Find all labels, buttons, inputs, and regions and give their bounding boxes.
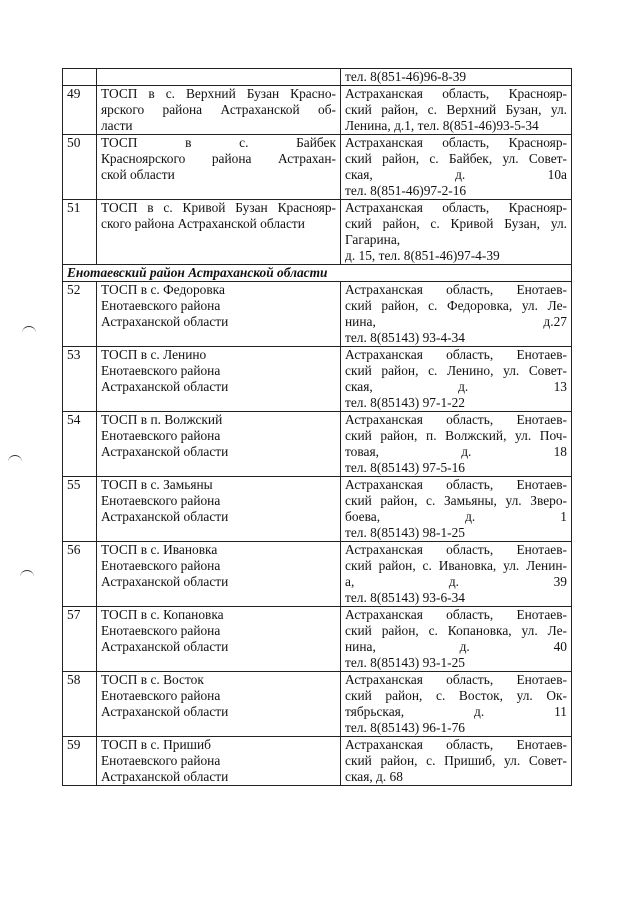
address-line: боева, д. 1: [345, 509, 567, 524]
office-name-line: ласти: [101, 118, 133, 133]
address-line: нина, д. 40: [345, 639, 567, 654]
margin-mark-1: [22, 326, 36, 333]
office-name-line: ТОСП в с. Байбек: [101, 135, 336, 150]
row-number: 49: [63, 86, 97, 135]
address-line: тел. 8(85143) 98-1-25: [345, 525, 466, 540]
office-address: [341, 200, 572, 265]
table-row: [63, 542, 572, 607]
office-address: [341, 412, 572, 477]
address-line: товая, д. 18: [345, 444, 567, 459]
office-name-line: Астраханской области: [101, 379, 229, 394]
address-line: а, д. 39: [345, 574, 567, 589]
office-name-line: Астраханской области: [101, 509, 229, 524]
address-line: ский район, с. Восток, ул. Ок-: [345, 688, 567, 703]
office-name-line: ТОСП в с. Кривой Бузан Краснояр-: [101, 200, 336, 215]
office-address: [341, 347, 572, 412]
address-line: ская, д. 10а: [345, 167, 567, 182]
address-line: тел. 8(85143) 93-4-34: [345, 330, 466, 345]
office-address: [341, 542, 572, 607]
district-row: [63, 265, 572, 282]
address-line: ская, д. 68: [345, 769, 403, 784]
row-number: 51: [63, 200, 97, 265]
address-line: д. 15, тел. 8(851-46)97-4-39: [345, 248, 500, 263]
row-number: 53: [63, 347, 97, 412]
office-name: [97, 412, 341, 477]
address-line: ский район, с. Кривой Бузан, ул.: [345, 216, 567, 231]
address-line: ский район, с. Байбек, ул. Совет-: [345, 151, 567, 166]
office-name-line: ТОСП в с. Ивановка: [101, 542, 218, 557]
office-address: [341, 69, 572, 86]
office-name-line: ТОСП в с. Восток: [101, 672, 204, 687]
address-line: Астраханская область, Краснояр-: [345, 86, 567, 101]
address-line: ский район, с. Федоровка, ул. Ле-: [345, 298, 567, 313]
office-name-line: Енотаевского района: [101, 493, 221, 508]
office-name-line: Енотаевского района: [101, 428, 221, 443]
office-address: [341, 282, 572, 347]
address-line: тел. 8(85143) 93-1-25: [345, 655, 466, 670]
registry-rows-bottom: [63, 282, 572, 786]
table-row: [63, 135, 572, 200]
address-line: ская, д. 13: [345, 379, 567, 394]
address-line: Ленина, д.1, тел. 8(851-46)93-5-34: [345, 118, 539, 133]
table-row: [63, 672, 572, 737]
table-row: [63, 282, 572, 347]
address-line: Астраханская область, Енотаев-: [345, 607, 567, 622]
office-address: [341, 607, 572, 672]
office-name-line: ТОСП в с. Замьяны: [101, 477, 213, 492]
address-line: тел. 8(85143) 97-1-22: [345, 395, 466, 410]
office-name-line: Енотаевского района: [101, 298, 221, 313]
address-line: Астраханская область, Енотаев-: [345, 542, 567, 557]
table-row: [63, 347, 572, 412]
table-row: [63, 737, 572, 786]
row-number: [63, 69, 97, 86]
address-line: Астраханская область, Краснояр-: [345, 200, 567, 215]
office-name-line: ТОСП в п. Волжский: [101, 412, 223, 427]
address-line: Астраханская область, Енотаев-: [345, 477, 567, 492]
office-address: [341, 86, 572, 135]
office-name: [97, 737, 341, 786]
row-number: 58: [63, 672, 97, 737]
table-row: [63, 412, 572, 477]
address-line: тел. 8(85143) 96-1-76: [345, 720, 466, 735]
address-line: Астраханская область, Енотаев-: [345, 412, 567, 427]
address-line: ский район, с. Копановка, ул. Ле-: [345, 623, 567, 638]
address-line: ский район, с. Ленино, ул. Совет-: [345, 363, 567, 378]
office-name-line: ТОСП в с. Федоровка: [101, 282, 225, 297]
office-name: [97, 135, 341, 200]
row-number: 50: [63, 135, 97, 200]
address-line: ский район, с. Замьяны, ул. Зверо-: [345, 493, 567, 508]
office-name: [97, 282, 341, 347]
office-name-line: ской области: [101, 167, 175, 182]
address-line: нина, д.27: [345, 314, 567, 329]
table-row: [63, 477, 572, 542]
office-name: [97, 477, 341, 542]
row-number: 52: [63, 282, 97, 347]
table-row: [63, 86, 572, 135]
office-name-line: Енотаевского района: [101, 753, 221, 768]
office-name: [97, 200, 341, 265]
row-number: 59: [63, 737, 97, 786]
address-line: Астраханская область, Енотаев-: [345, 282, 567, 297]
row-number: 54: [63, 412, 97, 477]
address-line: Астраханская область, Краснояр-: [345, 135, 567, 150]
office-name: [97, 607, 341, 672]
row-number: 56: [63, 542, 97, 607]
table-row: [63, 69, 572, 86]
margin-mark-2: [8, 455, 22, 462]
address-line: тел. 8(851-46)96-8-39: [345, 69, 467, 84]
office-address: [341, 672, 572, 737]
address-line: тел. 8(85143) 93-6-34: [345, 590, 466, 605]
row-number: 57: [63, 607, 97, 672]
office-name-line: ярского района Астраханской об-: [101, 102, 336, 117]
address-line: ский район, с. Пришиб, ул. Совет-: [345, 753, 567, 768]
office-name-line: Енотаевского района: [101, 623, 221, 638]
office-name: [97, 347, 341, 412]
office-name: [97, 69, 341, 86]
office-name-line: ТОСП в с. Ленино: [101, 347, 207, 362]
address-line: ский район, п. Волжский, ул. Поч-: [345, 428, 567, 443]
address-line: Астраханская область, Енотаев-: [345, 672, 567, 687]
office-name-line: ского района Астраханской области: [101, 216, 305, 231]
table-row: [63, 200, 572, 265]
address-line: тел. 8(85143) 97-5-16: [345, 460, 466, 475]
address-line: ский район, с. Ивановка, ул. Ленин-: [345, 558, 567, 573]
registry-rows-top: [63, 69, 572, 265]
address-line: тябрьская, д. 11: [345, 704, 567, 719]
margin-mark-3: [20, 570, 34, 577]
address-line: ский район, с. Верхний Бузан, ул.: [345, 102, 567, 117]
address-line: тел. 8(851-46)97-2-16: [345, 183, 467, 198]
office-name: [97, 86, 341, 135]
office-name-line: ТОСП в с. Верхний Бузан Красно-: [101, 86, 336, 101]
table-row: [63, 607, 572, 672]
address-line: Астраханская область, Енотаев-: [345, 737, 567, 752]
office-name-line: Астраханской области: [101, 444, 229, 459]
office-name-line: Енотаевского района: [101, 363, 221, 378]
office-registry-table: [62, 68, 572, 786]
office-name: [97, 542, 341, 607]
row-number: 55: [63, 477, 97, 542]
office-name-line: Енотаевского района: [101, 688, 221, 703]
office-name-line: Астраханской области: [101, 704, 229, 719]
office-name-line: Енотаевского района: [101, 558, 221, 573]
office-name-line: Астраханской области: [101, 314, 229, 329]
office-name-line: Красноярского района Астрахан-: [101, 151, 336, 166]
office-name: [97, 672, 341, 737]
office-name-line: ТОСП в с. Пришиб: [101, 737, 211, 752]
office-name-line: Астраханской области: [101, 769, 229, 784]
district-heading: Енотаевский район Астраханской области: [63, 265, 572, 282]
office-name-line: Астраханской области: [101, 574, 229, 589]
address-line: Астраханская область, Енотаев-: [345, 347, 567, 362]
office-name-line: ТОСП в с. Копановка: [101, 607, 224, 622]
office-address: [341, 135, 572, 200]
office-address: [341, 737, 572, 786]
office-name-line: Астраханской области: [101, 639, 229, 654]
address-line: Гагарина,: [345, 232, 401, 247]
office-address: [341, 477, 572, 542]
